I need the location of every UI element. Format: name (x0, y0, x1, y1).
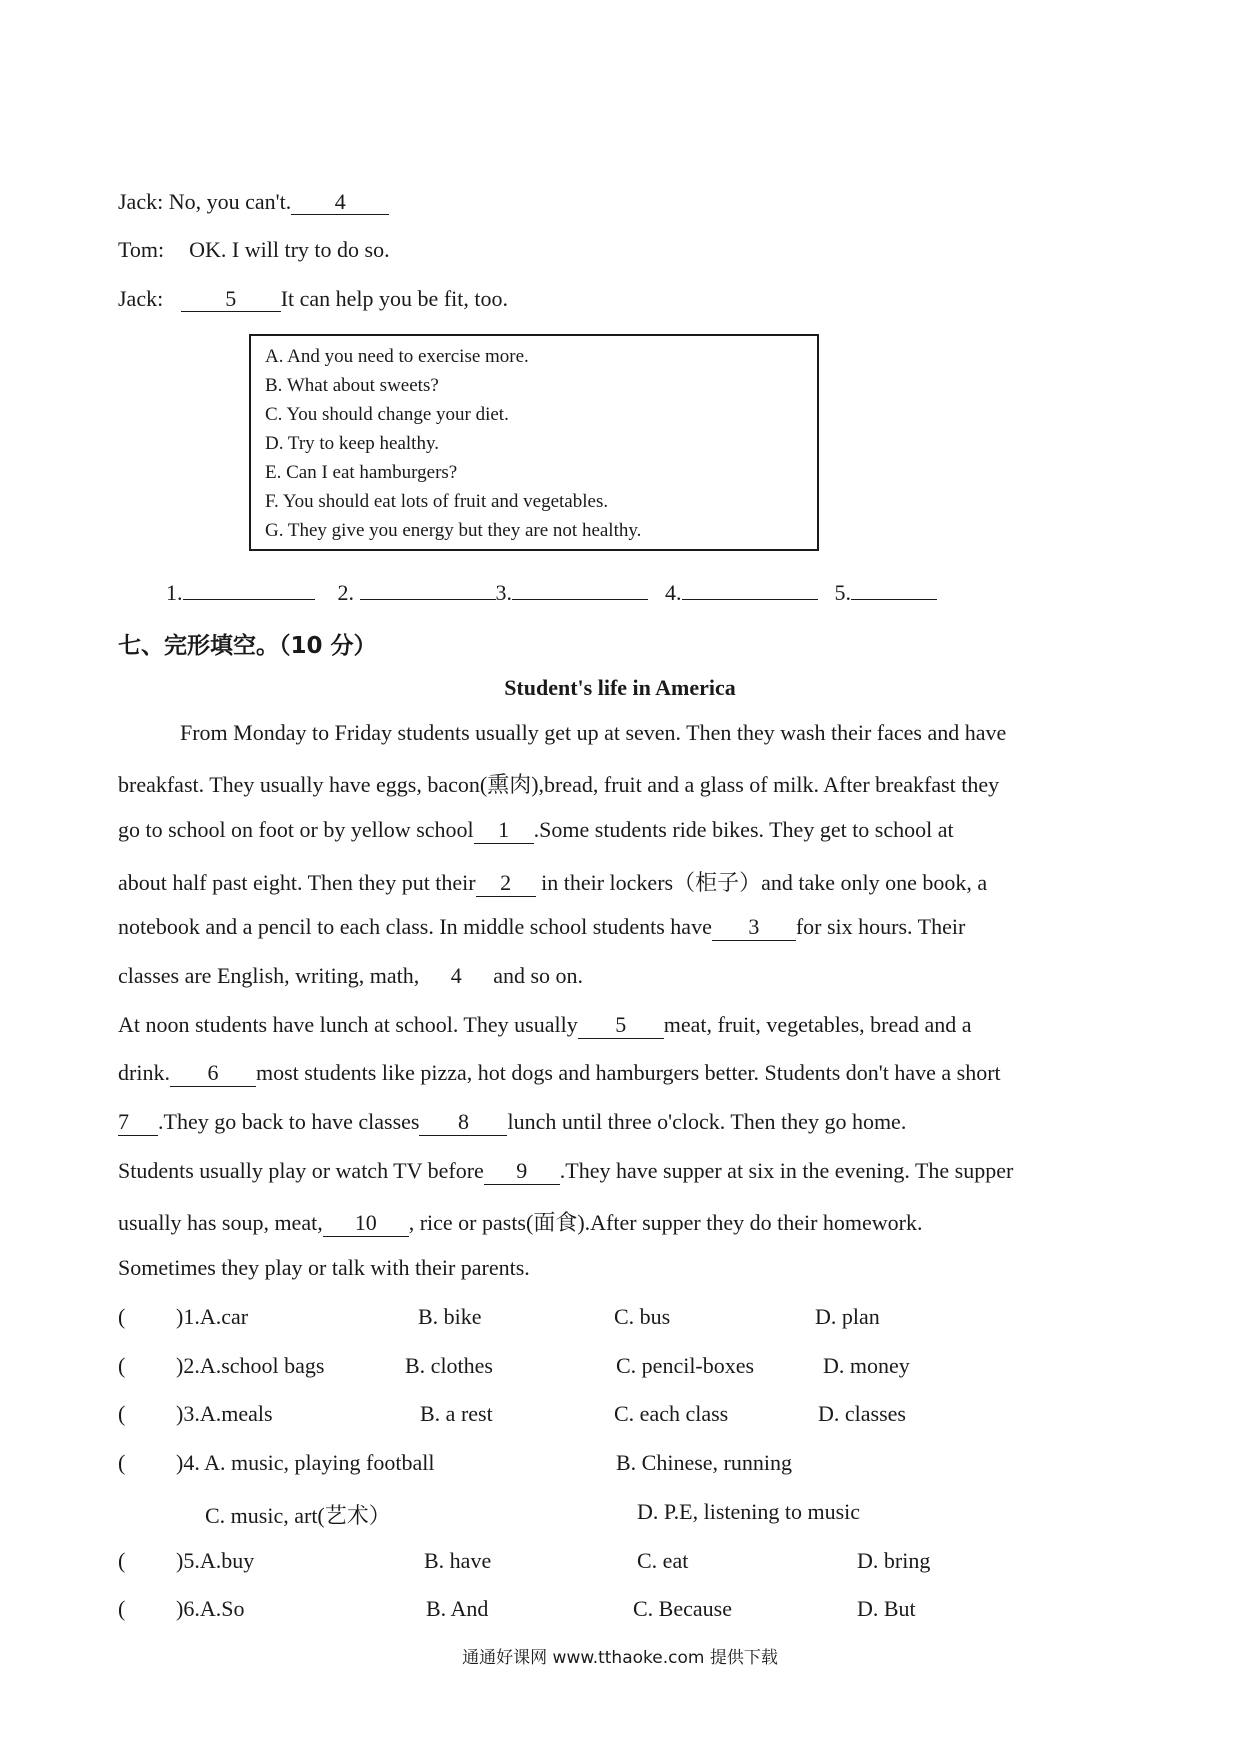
question-option-d: D. bring (857, 1548, 931, 1573)
cloze-blank-4[interactable]: 4 (450, 963, 462, 988)
question-option-b: B. clothes (405, 1353, 493, 1378)
passage-line-9 (118, 1109, 1124, 1136)
passage-line-11 (118, 1206, 1124, 1237)
dialog-line-1 (118, 187, 389, 217)
answer-paren[interactable]: ( (118, 1304, 126, 1329)
question-option-c: C. each class (614, 1401, 729, 1426)
passage-text: meat, fruit, vegetables, bread and a (663, 1012, 972, 1037)
question-option-b: B. Chinese, running (616, 1450, 792, 1475)
question-option-a: )3.A.meals (176, 1401, 273, 1426)
passage-text: drink. (118, 1060, 170, 1085)
answer-label: 3. (495, 580, 512, 605)
question-option-b: B. have (424, 1548, 492, 1573)
answer-row (166, 578, 937, 608)
passage-line-10 (118, 1158, 1124, 1185)
question-option-c: C. pencil-boxes (616, 1353, 755, 1378)
answer-label: 5. (834, 580, 851, 605)
answer-label: 2. (337, 580, 354, 605)
answer-blank[interactable]: 4 (291, 190, 389, 215)
passage-line-5 (118, 914, 1124, 941)
passage-text: usually has soup, meat, (118, 1210, 323, 1235)
cloze-blank-2[interactable]: 2 (476, 870, 536, 897)
question-option-c: C. eat (637, 1548, 689, 1573)
option-d: D. Try to keep healthy. (265, 433, 439, 454)
page-footer: 通通好课网 www.tthaoke.com 提供下载 (462, 1648, 778, 1668)
cloze-blank-6[interactable]: 6 (170, 1060, 256, 1087)
passage-text: notebook and a pencil to each class. In middle school students have (118, 914, 712, 939)
dialog-line-3 (118, 284, 508, 314)
answer-paren[interactable]: ( (118, 1353, 126, 1378)
passage-line-2: breakfast. They usually have eggs, bacon(熏肉),bread, fruit and a glass of milk. After breakfast they (118, 772, 1000, 797)
question-option-c: C. music, art(艺术） (205, 1503, 391, 1528)
answer-paren[interactable]: ( (118, 1548, 126, 1573)
passage-title: Student's life in America (504, 675, 736, 700)
question-option-a: )1.A.car (176, 1304, 249, 1329)
dialog-line-2 (118, 235, 390, 265)
speaker: Jack: (118, 286, 164, 311)
question-option-b: B. a rest (420, 1401, 493, 1426)
question-option-d: D. classes (818, 1401, 906, 1426)
passage-line-4 (118, 866, 1124, 897)
option-e: E. Can I eat hamburgers? (265, 462, 458, 483)
cloze-blank-1[interactable]: 1 (474, 817, 534, 844)
cloze-blank-7[interactable]: 7 (118, 1109, 158, 1136)
options-box (249, 334, 819, 551)
answer-blank-2[interactable] (360, 599, 496, 600)
answer-blank-1[interactable] (183, 599, 315, 600)
option-b: B. What about sweets? (265, 375, 439, 396)
passage-text: At noon students have lunch at school. They usually (118, 1012, 578, 1037)
passage-line-12: Sometimes they play or talk with their parents. (118, 1255, 530, 1280)
question-option-c: C. bus (614, 1304, 671, 1329)
cloze-blank-3[interactable]: 3 (712, 914, 796, 941)
option-f: F. You should eat lots of fruit and vegetables. (265, 491, 609, 512)
passage-line-6 (118, 963, 1124, 989)
question-option-d: D. P.E, listening to music (637, 1499, 861, 1524)
passage-text: go to school on foot or by yellow school (118, 817, 474, 842)
passage-text: .They have supper at six in the evening. The supper (559, 1158, 1014, 1183)
passage-text: classes are English, writing, math, (118, 963, 420, 988)
section-heading: 七、完形填空。（10 分） (118, 633, 377, 659)
answer-label: 4. (665, 580, 682, 605)
option-g: G. They give you energy but they are not healthy. (265, 520, 642, 541)
passage-text: most students like pizza, hot dogs and hamburgers better. Students don't have a short (255, 1060, 1001, 1085)
question-option-a: )2.A.school bags (176, 1353, 325, 1378)
answer-label: 1. (166, 580, 183, 605)
answer-paren[interactable]: ( (118, 1401, 126, 1426)
speaker: Tom: (118, 237, 165, 262)
question-option-d: D. money (823, 1353, 910, 1378)
cloze-blank-10[interactable]: 10 (323, 1210, 409, 1237)
answer-blank-3[interactable] (512, 599, 648, 600)
question-option-c: C. Because (633, 1596, 732, 1621)
dialog-text: It can help you be fit, too. (280, 286, 508, 311)
question-option-b: B. bike (418, 1304, 482, 1329)
passage-text: in their lockers（柜子）and take only one book, a (535, 870, 988, 895)
passage-line-8 (118, 1060, 1124, 1087)
dialog-text: OK. I will try to do so. (189, 237, 390, 262)
dialog-text: No, you can't. (168, 189, 292, 214)
question-option-a: )6.A.So (176, 1596, 245, 1621)
passage-text: Students usually play or watch TV before (118, 1158, 484, 1183)
question-option-a: )5.A.buy (176, 1548, 255, 1573)
passage-text: lunch until three o'clock. Then they go home. (507, 1109, 907, 1134)
passage-text: .They go back to have classes (158, 1109, 420, 1134)
passage-text: , rice or pasts(面食).After supper they do their homework. (408, 1210, 923, 1235)
answer-blank-4[interactable] (682, 599, 818, 600)
passage-line-7 (118, 1012, 1124, 1039)
question-option-b: B. And (426, 1596, 489, 1621)
passage-text: and so on. (493, 963, 584, 988)
passage-text: about half past eight. Then they put their (118, 870, 476, 895)
passage-text: for six hours. Their (795, 914, 966, 939)
question-option-d: D. But (857, 1596, 916, 1621)
option-c: C. You should change your diet. (265, 404, 509, 425)
question-option-d: D. plan (815, 1304, 880, 1329)
passage-line-3 (118, 817, 1124, 844)
answer-blank[interactable]: 5 (181, 287, 281, 312)
cloze-blank-8[interactable]: 8 (419, 1109, 507, 1136)
speaker: Jack: (118, 189, 164, 214)
cloze-blank-5[interactable]: 5 (578, 1012, 664, 1039)
answer-paren[interactable]: ( (118, 1450, 126, 1475)
passage-line-1: From Monday to Friday students usually get up at seven. Then they wash their faces and have (180, 720, 1007, 745)
option-a: A. And you need to exercise more. (265, 346, 529, 367)
cloze-blank-9[interactable]: 9 (484, 1158, 560, 1185)
passage-text: .Some students ride bikes. They get to school at (533, 817, 954, 842)
answer-blank-5[interactable] (851, 599, 937, 600)
question-option-a: )4. A. music, playing football (176, 1450, 435, 1475)
answer-paren[interactable]: ( (118, 1596, 126, 1621)
